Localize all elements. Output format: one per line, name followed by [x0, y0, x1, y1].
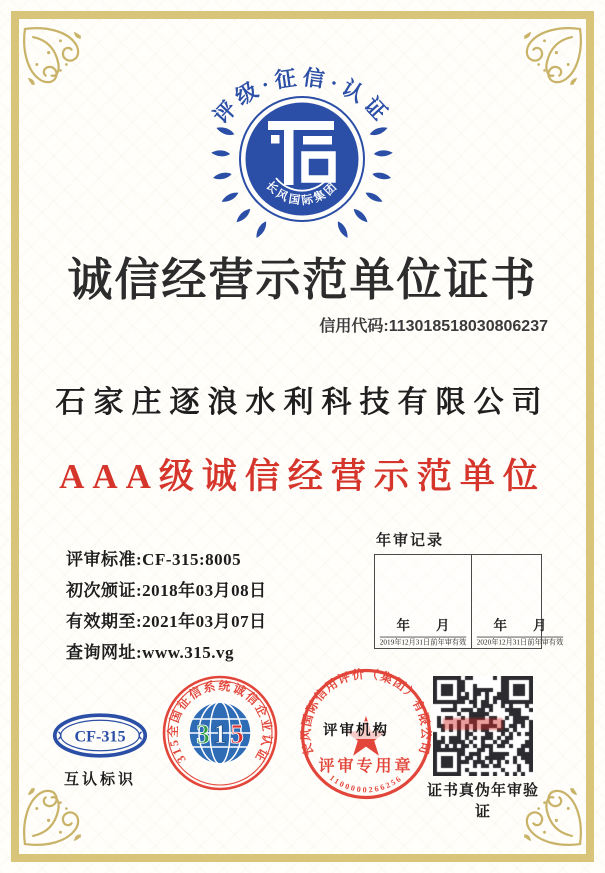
- globe-certification-seal: [160, 673, 280, 793]
- annual-review-record: [374, 529, 564, 649]
- qr-code: [433, 676, 533, 776]
- certificate-title: 诚信经营示范单位证书: [67, 254, 538, 305]
- mutual-recognition-caption: 互认标识: [63, 772, 136, 788]
- detail-review-standard: 评审标准:CF-315:8005: [66, 550, 242, 569]
- annual-review-note-1: 2019年12月31日前年审有效: [379, 638, 467, 647]
- globe-digit-5: 5: [230, 719, 244, 749]
- seal-ring-text: 长风国际信用评价（集团）有限公司: [298, 666, 434, 757]
- review-agency-red-seal: [296, 664, 436, 804]
- emblem-bottom-text: 长风国际集团: [263, 179, 341, 208]
- globe-icon: [189, 702, 251, 764]
- corner-flourish-top-left: [22, 26, 96, 100]
- annual-review-table: [374, 554, 564, 649]
- qr-red-overlay-mark: [443, 718, 503, 730]
- credit-code: 信用代码:113018518030806237: [319, 318, 548, 335]
- year-label: 年: [493, 618, 507, 633]
- corner-flourish-top-right: [509, 26, 583, 100]
- annual-review-note-2: 2020年12月31日前年审有效: [476, 638, 564, 647]
- month-label: 月: [436, 618, 450, 633]
- globe-digit-1: 1: [213, 719, 227, 749]
- annual-review-title: 年审记录: [376, 533, 445, 549]
- year-label: 年: [396, 618, 410, 633]
- qr-verification-caption: 证书真伪年审验证: [426, 783, 539, 820]
- cf315-oval-logo: [52, 713, 148, 758]
- annual-review-cell-2: [472, 555, 568, 648]
- seal-center-text: 评审专用章: [318, 758, 414, 775]
- award-grade-line: AAA级诚信经营示范单位: [59, 457, 546, 496]
- seal-number: 1100000266256: [327, 773, 405, 795]
- cf315-oval-text: CF-315: [74, 728, 126, 746]
- detail-query-website: 查询网址:www.315.vg: [66, 643, 235, 662]
- month-label: 月: [533, 618, 547, 633]
- credit-rating-emblem-logo: [192, 58, 412, 244]
- company-name: 石家庄逐浪水利科技有限公司: [55, 386, 550, 419]
- globe-ring-text: 315全国征信系统诚信企业认证: [165, 678, 275, 766]
- detail-first-issue-date: 初次颁证:2018年03月08日: [66, 581, 267, 600]
- seal-org-label: 评审机构: [323, 723, 389, 739]
- emblem-arc-text: 评级·征信·认证: [208, 65, 396, 129]
- globe-digit-3: 3: [196, 719, 210, 749]
- annual-review-cell-1: [375, 555, 472, 648]
- certificate-details: [66, 544, 267, 668]
- detail-valid-until-date: 有效期至:2021年03月07日: [66, 612, 267, 631]
